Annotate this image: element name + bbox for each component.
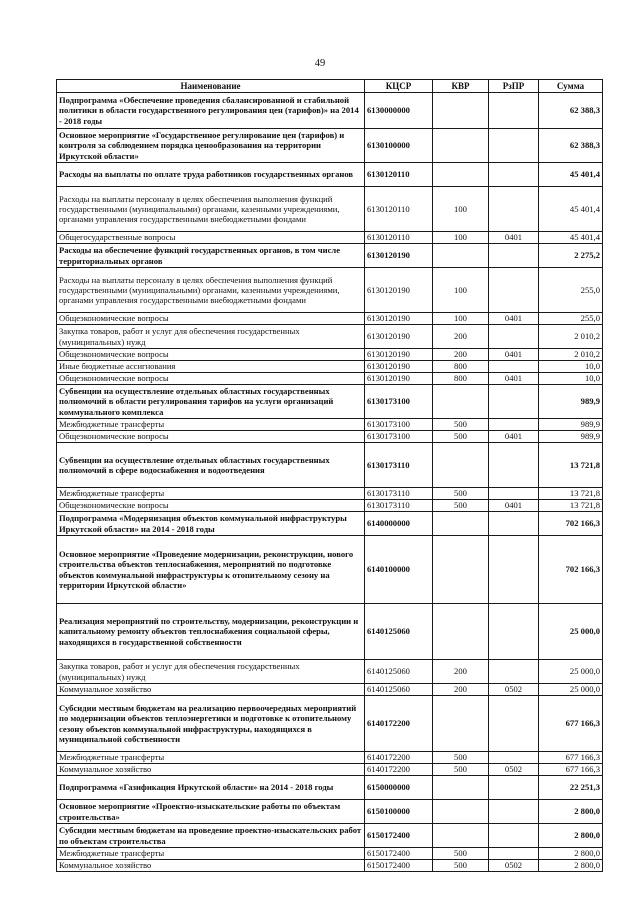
cell-kvr: 500 [433,752,489,764]
table-row [57,800,603,824]
cell-kcsr: 6130100000 [365,129,433,163]
cell-sum: 25 000,0 [539,660,603,684]
cell-kvr: 200 [433,325,489,349]
cell-kcsr: 6140125060 [365,660,433,684]
cell-sum: 13 721,8 [539,443,603,488]
cell-rzpr [489,848,539,860]
cell-name: Субвенции на осуществление отдельных областных государственных полномочий в сфере водоснабжения и водоотведения [57,443,365,488]
header-name: Наименование [57,80,365,93]
cell-kcsr: 6130173110 [365,443,433,488]
cell-kvr [433,129,489,163]
cell-name: Межбюджетные трансферты [57,848,365,860]
cell-kcsr: 6130120190 [365,244,433,268]
cell-sum: 45 401,4 [539,232,603,244]
header-kvr: КВР [433,80,489,93]
cell-rzpr: 0401 [489,313,539,325]
table-row [57,696,603,752]
table-row [57,373,603,385]
table-row [57,361,603,373]
cell-sum: 25 000,0 [539,684,603,696]
cell-kvr [433,800,489,824]
cell-sum: 22 251,3 [539,776,603,800]
table-body [57,93,603,872]
table-row [57,764,603,776]
cell-kvr [433,536,489,604]
cell-rzpr: 0401 [489,373,539,385]
cell-name: Общеэкономические вопросы [57,349,365,361]
cell-kvr [433,385,489,419]
table-row [57,488,603,500]
cell-kcsr: 6130120110 [365,163,433,187]
cell-rzpr: 0401 [489,232,539,244]
cell-name: Основное мероприятие «Государственное регулирование цен (тарифов) и контроля за соблюдением порядка ценообразования на территории Иркутской области» [57,129,365,163]
cell-kcsr: 6140000000 [365,512,433,536]
cell-rzpr [489,536,539,604]
table-row [57,163,603,187]
cell-name: Коммунальное хозяйство [57,764,365,776]
cell-kcsr: 6130120110 [365,187,433,232]
cell-kcsr: 6150100000 [365,800,433,824]
cell-rzpr [489,419,539,431]
cell-rzpr: 0401 [489,500,539,512]
cell-rzpr [489,776,539,800]
cell-name: Общеэкономические вопросы [57,313,365,325]
cell-sum: 13 721,8 [539,500,603,512]
cell-rzpr [489,752,539,764]
cell-sum: 2 800,0 [539,800,603,824]
table-row [57,349,603,361]
cell-kcsr: 6130120190 [365,361,433,373]
cell-kvr [433,776,489,800]
cell-rzpr [489,488,539,500]
cell-rzpr: 0401 [489,349,539,361]
cell-kcsr: 6150000000 [365,776,433,800]
table-row [57,860,603,872]
cell-sum: 255,0 [539,313,603,325]
cell-kcsr: 6150172400 [365,848,433,860]
cell-name: Расходы на выплаты по оплате труда работников государственных органов [57,163,365,187]
cell-sum: 10,0 [539,361,603,373]
cell-name: Расходы на обеспечение функций государственных органов, в том числе территориальных органов [57,244,365,268]
cell-kcsr: 6140125060 [365,684,433,696]
cell-name: Межбюджетные трансферты [57,752,365,764]
cell-kvr: 100 [433,232,489,244]
cell-name: Субсидии местным бюджетам на реализацию первоочередных мероприятий по модернизации объектов теплоэнергетики и подготовке к отопительному сезону объектов коммунальной инфраструктуры, находящихся в муниципальной собственности [57,696,365,752]
table-row [57,129,603,163]
cell-kcsr: 6130173100 [365,419,433,431]
cell-rzpr: 0502 [489,860,539,872]
cell-kcsr: 6130120190 [365,313,433,325]
cell-kvr [433,696,489,752]
cell-sum: 989,9 [539,419,603,431]
table-row [57,313,603,325]
table-row [57,385,603,419]
cell-kvr: 500 [433,860,489,872]
cell-kvr [433,443,489,488]
cell-kvr [433,93,489,129]
cell-kvr [433,824,489,848]
cell-sum: 2 010,2 [539,349,603,361]
cell-kvr: 500 [433,431,489,443]
cell-kcsr: 6130120110 [365,232,433,244]
cell-kvr: 800 [433,373,489,385]
table-row [57,536,603,604]
cell-sum: 989,9 [539,385,603,419]
cell-rzpr [489,93,539,129]
cell-kvr: 500 [433,419,489,431]
cell-kcsr: 6140125060 [365,604,433,660]
table-row [57,431,603,443]
table-header-row [57,80,603,93]
table-row [57,752,603,764]
cell-sum: 2 275,2 [539,244,603,268]
table-row [57,187,603,232]
table-row [57,684,603,696]
header-kcsr: КЦСР [365,80,433,93]
cell-kcsr: 6130000000 [365,93,433,129]
cell-name: Субвенции на осуществление отдельных областных государственных полномочий в области регулирования тарифов на услуги организаций коммунального комплекса [57,385,365,419]
cell-kvr [433,604,489,660]
cell-rzpr: 0401 [489,431,539,443]
cell-kcsr: 6130120190 [365,373,433,385]
cell-rzpr [489,385,539,419]
cell-rzpr [489,244,539,268]
cell-kvr: 100 [433,187,489,232]
cell-name: Подпрограмма «Газификация Иркутской области» на 2014 - 2018 годы [57,776,365,800]
cell-kcsr: 6130120190 [365,325,433,349]
cell-rzpr [489,268,539,313]
cell-sum: 45 401,4 [539,163,603,187]
cell-kcsr: 6130120190 [365,268,433,313]
cell-kcsr: 6130120190 [365,349,433,361]
table-row [57,443,603,488]
cell-kcsr: 6140172200 [365,752,433,764]
table-row [57,660,603,684]
cell-name: Закупка товаров, работ и услуг для обеспечения государственных (муниципальных) нужд [57,325,365,349]
cell-kvr: 100 [433,313,489,325]
table-row [57,824,603,848]
cell-name: Подпрограмма «Модернизация объектов коммунальной инфраструктуры Иркутской области» на 2014 - 2018 годы [57,512,365,536]
cell-name: Общеэкономические вопросы [57,373,365,385]
cell-sum: 2 800,0 [539,860,603,872]
table-row [57,848,603,860]
cell-rzpr [489,361,539,373]
cell-kcsr: 6140172200 [365,696,433,752]
cell-kcsr: 6130173110 [365,488,433,500]
cell-kvr: 800 [433,361,489,373]
cell-kvr: 500 [433,488,489,500]
cell-name: Межбюджетные трансферты [57,488,365,500]
cell-sum: 677 166,3 [539,764,603,776]
cell-sum: 255,0 [539,268,603,313]
table-row [57,325,603,349]
header-sum: Сумма [539,80,603,93]
table-row [57,244,603,268]
cell-kcsr: 6140100000 [365,536,433,604]
cell-sum: 45 401,4 [539,187,603,232]
cell-name: Межбюджетные трансферты [57,419,365,431]
cell-name: Коммунальное хозяйство [57,684,365,696]
budget-table [56,79,603,872]
cell-rzpr: 0502 [489,684,539,696]
cell-rzpr [489,163,539,187]
cell-kcsr: 6130173100 [365,431,433,443]
cell-name: Общегосударственные вопросы [57,232,365,244]
table-row [57,776,603,800]
cell-sum: 677 166,3 [539,752,603,764]
cell-rzpr: 0502 [489,764,539,776]
cell-name: Субсидии местным бюджетам на проведение проектно-изыскательских работ по объектам строительства [57,824,365,848]
cell-kvr [433,244,489,268]
cell-rzpr [489,800,539,824]
cell-rzpr [489,512,539,536]
cell-name: Основное мероприятие «Проектно-изыскательские работы по объектам строительства» [57,800,365,824]
cell-kcsr: 6150172400 [365,860,433,872]
cell-rzpr [489,129,539,163]
cell-name: Подпрограмма «Обеспечение проведения сбалансированной и стабильной политики в области государственного регулирования цен (тарифов)» на 2014 - 2018 годы [57,93,365,129]
table-row [57,512,603,536]
table-row [57,232,603,244]
cell-kcsr: 6150172400 [365,824,433,848]
cell-sum: 677 166,3 [539,696,603,752]
cell-sum: 2 800,0 [539,848,603,860]
cell-kvr [433,163,489,187]
cell-kvr: 500 [433,500,489,512]
cell-sum: 2 800,0 [539,824,603,848]
cell-name: Основное мероприятие «Проведение модернизации, реконструкции, нового строительства объектов теплоснабжения, мероприятий по подготовке объектов коммунальной инфраструктуры к отопительному сезону на территории Иркутской области» [57,536,365,604]
cell-kvr: 200 [433,349,489,361]
cell-rzpr [489,824,539,848]
table-row [57,604,603,660]
cell-name: Закупка товаров, работ и услуг для обеспечения государственных (муниципальных) нужд [57,660,365,684]
cell-kvr: 200 [433,684,489,696]
cell-sum: 2 010,2 [539,325,603,349]
cell-sum: 10,0 [539,373,603,385]
cell-rzpr [489,443,539,488]
table-row [57,93,603,129]
cell-rzpr [489,696,539,752]
cell-kvr [433,512,489,536]
header-rzpr: РзПР [489,80,539,93]
cell-sum: 62 388,3 [539,129,603,163]
page-number: 49 [314,58,326,69]
cell-rzpr [489,660,539,684]
cell-kvr: 500 [433,764,489,776]
cell-name: Общеэкономические вопросы [57,500,365,512]
cell-kcsr: 6140172200 [365,764,433,776]
cell-name: Расходы на выплаты персоналу в целях обеспечения выполнения функций государственными (муниципальными) органами, казенными учреждениями, органами управления государственными внебюджетными фондами [57,187,365,232]
cell-sum: 989,9 [539,431,603,443]
cell-name: Расходы на выплаты персоналу в целях обеспечения выполнения функций государственными (муниципальными) органами, казенными учреждениями, органами управления государственными внебюджетными фондами [57,268,365,313]
cell-kcsr: 6130173100 [365,385,433,419]
cell-sum: 702 166,3 [539,536,603,604]
cell-kvr: 200 [433,660,489,684]
cell-kcsr: 6130173110 [365,500,433,512]
cell-kvr: 500 [433,848,489,860]
cell-name: Общеэкономические вопросы [57,431,365,443]
cell-rzpr [489,325,539,349]
cell-name: Иные бюджетные ассигнования [57,361,365,373]
cell-rzpr [489,187,539,232]
cell-name: Реализация мероприятий по строительству, модернизации, реконструкции и капитальному ремонту объектов теплоснабжения социальной сферы, находящихся в государственной собственности [57,604,365,660]
table-row [57,500,603,512]
cell-sum: 702 166,3 [539,512,603,536]
cell-sum: 25 000,0 [539,604,603,660]
cell-sum: 62 388,3 [539,93,603,129]
cell-name: Коммунальное хозяйство [57,860,365,872]
cell-sum: 13 721,8 [539,488,603,500]
cell-rzpr [489,604,539,660]
cell-kvr: 100 [433,268,489,313]
table-row [57,419,603,431]
table-row [57,268,603,313]
